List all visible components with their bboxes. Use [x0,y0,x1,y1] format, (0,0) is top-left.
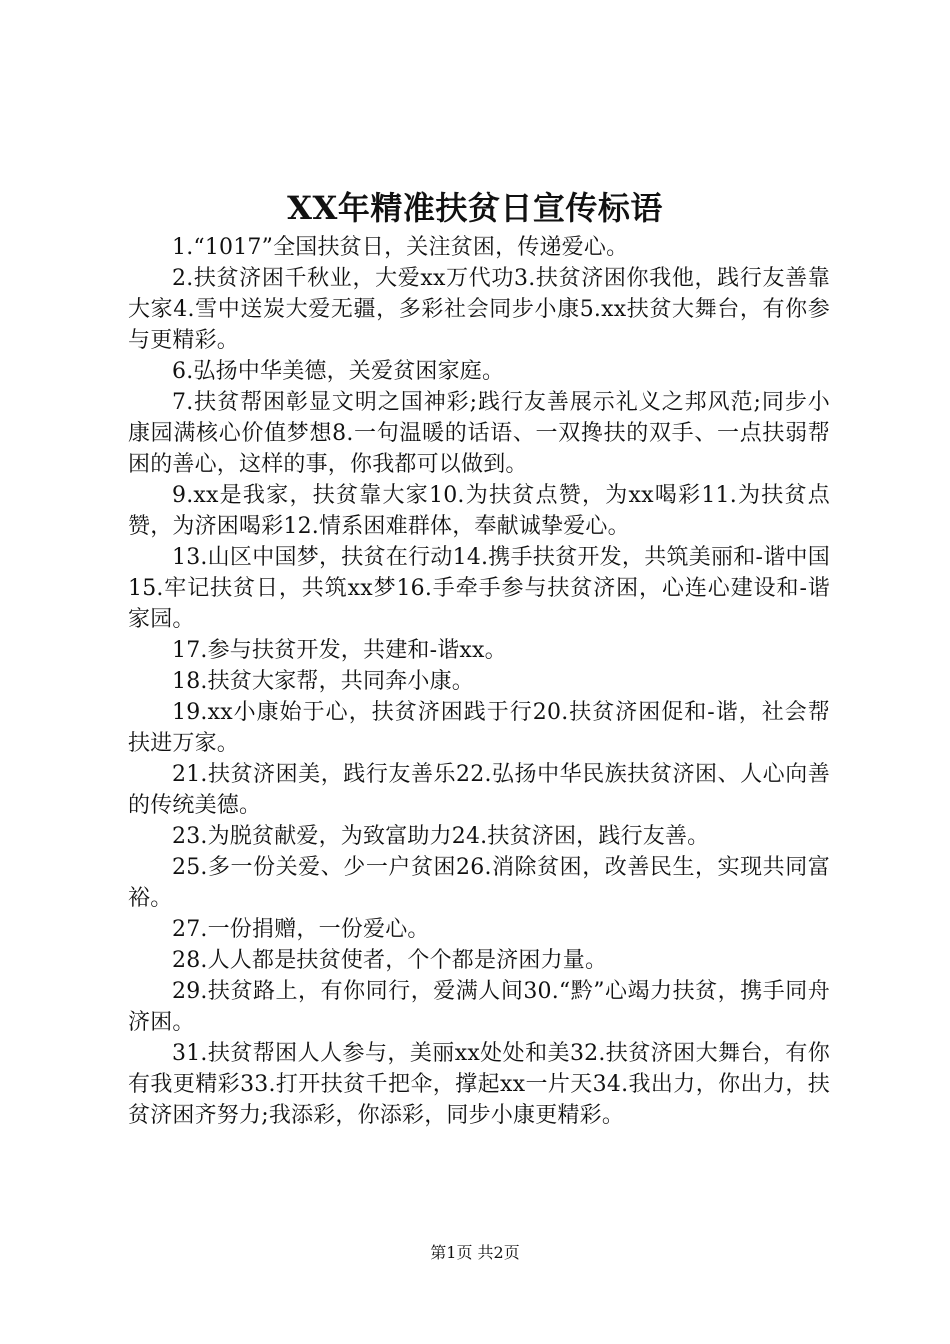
paragraph: 28.人人都是扶贫使者，个个都是济困力量。 [172,948,608,973]
document-title: XX年精准扶贫日宣传标语 [287,189,663,227]
paragraph: 13.山区中国梦，扶贫在行动14.携手扶贫开发，共筑美丽和-谐中国15.牢记扶贫日，共筑xx梦16.手牵手参与扶贫济困，心连心建设和-谐家园。 [128,545,830,632]
paragraph: 18.扶贫大家帮，共同奔小康。 [172,669,474,694]
paragraph: 21.扶贫济困美，践行友善乐22.弘扬中华民族扶贫济困、人心向善的传统美德。 [128,762,830,818]
paragraph: 9.xx是我家，扶贫靠大家10.为扶贫点赞，为xx喝彩11.为扶贫点赞，为济困喝彩12.情系困难群体，奉献诚挚爱心。 [128,483,830,539]
paragraph: 29.扶贫路上，有你同行，爱满人间30.“黔”心竭力扶贫，携手同舟济困。 [128,979,830,1035]
paragraph: 31.扶贫帮困人人参与，美丽xx处处和美32.扶贫济困大舞台，有你有我更精彩33.打开扶贫千把伞，撑起xx一片天34.我出力，你出力，扶贫济困齐努力;我添彩，你添彩，同步小康更精彩。 [128,1041,830,1128]
document-body [128,232,830,1131]
page-footer: 第1页 共2页 [430,1243,520,1262]
paragraph: 7.扶贫帮困彰显文明之国神彩;践行友善展示礼义之邦风范;同步小康园满核心价值梦想8.一句温暖的话语、一双搀扶的双手、一点扶弱帮困的善心，这样的事，你我都可以做到。 [128,390,830,477]
paragraph: 17.参与扶贫开发，共建和-谐xx。 [172,638,507,663]
paragraph: 6.弘扬中华美德，关爱贫困家庭。 [172,359,505,384]
paragraph: 25.多一份关爱、少一户贫困26.消除贫困，改善民生，实现共同富裕。 [128,855,830,911]
paragraph: 1.“1017”全国扶贫日，关注贫困，传递爱心。 [172,235,629,260]
paragraph: 19.xx小康始于心，扶贫济困践于行20.扶贫济困促和-谐，社会帮扶进万家。 [128,700,830,756]
paragraph: 2.扶贫济困千秋业，大爱xx万代功3.扶贫济困你我他，践行友善靠大家4.雪中送炭大爱无疆，多彩社会同步小康5.xx扶贫大舞台，有你参与更精彩。 [128,266,830,353]
paragraph: 23.为脱贫献爱，为致富助力24.扶贫济困，践行友善。 [172,824,710,849]
paragraph: 27.一份捐赠，一份爱心。 [172,917,430,942]
